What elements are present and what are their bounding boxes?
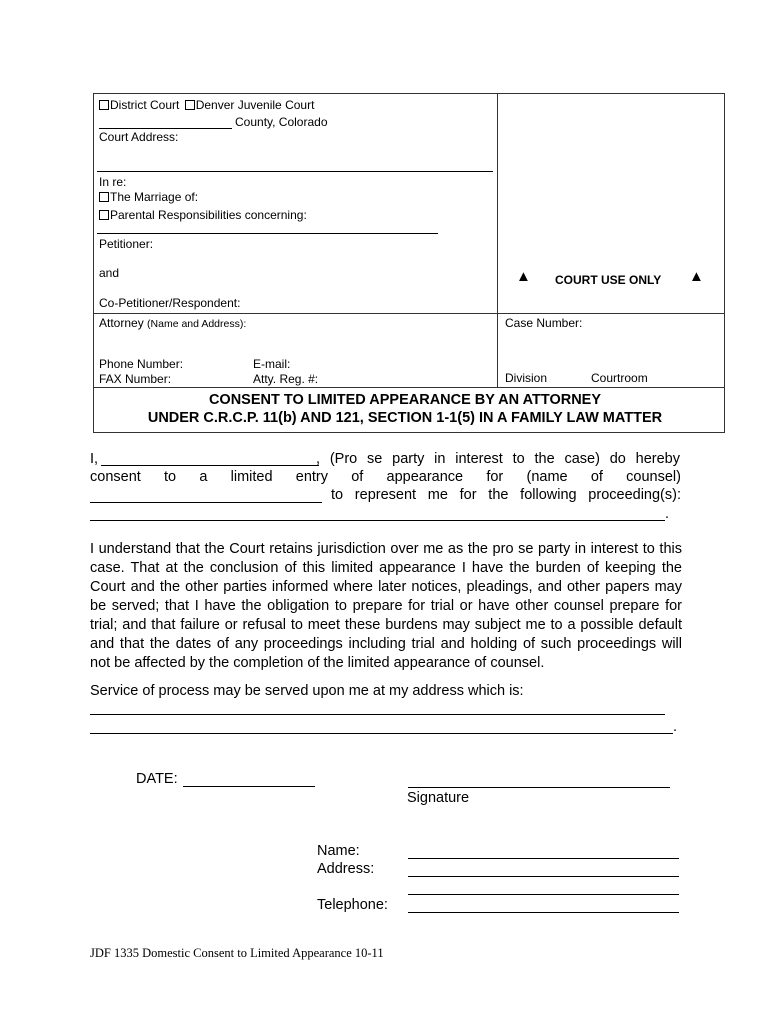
marriage-of-row [99,190,198,204]
county-line[interactable] [99,128,232,129]
address-sig-line-1[interactable] [408,876,679,877]
in-re-label: In re: [99,175,127,189]
address-label: Address: [317,861,375,877]
marriage-of-checkbox[interactable] [99,192,109,202]
phone-number-label: Phone Number: [99,357,184,371]
court-selection [99,98,314,112]
consent-word: (name [526,469,568,485]
consent-line [90,469,681,485]
pro-se-text: , (Pro se party in interest to the case) do hereby [316,451,680,467]
parties-line[interactable] [97,233,438,234]
attorney-row [99,316,246,330]
parental-responsibilities-label: Parental Responsibilities concerning: [110,208,307,222]
consent-word: limited [230,469,273,485]
denver-juvenile-court-checkbox[interactable] [185,100,195,110]
party-name-line[interactable] [101,465,319,466]
date-line[interactable] [183,786,315,787]
triangle-left-icon: ▲ [516,268,531,285]
address-sig-line-2[interactable] [408,894,679,895]
caption-divider-attorney [93,313,724,314]
consent-word: of [351,469,364,485]
service-text: Service of process may be served upon me at my address which is: [90,683,524,699]
name-line[interactable] [408,858,679,859]
counsel-name-line[interactable] [90,502,322,503]
email-label: E-mail: [253,357,291,371]
consent-word: a [199,469,208,485]
telephone-label: Telephone: [317,897,388,913]
paragraph-line: Court and the other parties informed where later notices, pleadings, and other papers may [90,579,682,595]
court-use-only-label: COURT USE ONLY [555,273,662,287]
fax-number-label: FAX Number: [99,372,172,386]
form-footer: JDF 1335 Domestic Consent to Limited Appearance 10-11 [90,946,384,960]
case-number-label: Case Number: [505,316,583,330]
telephone-line[interactable] [408,912,679,913]
parental-responsibilities-checkbox[interactable] [99,210,109,220]
county-label: County, Colorado [235,115,328,129]
caption-divider-title [93,387,724,388]
jurisdiction-paragraph [90,540,682,673]
paragraph-line: trial; and that failure or refusal to meet these burdens may subject me to a possible default [90,617,682,633]
signature-line[interactable] [408,787,670,788]
represent-text: to represent me for the following proceeding(s): [331,487,681,503]
paragraph-line: be served; that I have the obligation to prepare for trial or have other counsel prepare for [90,598,682,614]
address-line-1[interactable] [90,714,665,715]
paragraph-line: I understand that the Court retains jurisdiction over me as the pro se party in interest to this [90,541,682,557]
court-address-line[interactable] [97,171,493,172]
address-period: . [673,719,678,735]
form-title-line2: UNDER C.R.C.P. 11(b) AND 121, SECTION 1-1(5) IN A FAMILY LAW MATTER [147,410,663,426]
co-petitioner-label: Co-Petitioner/Respondent: [99,296,241,310]
marriage-of-label: The Marriage of: [110,190,199,204]
proceedings-period: . [665,506,670,522]
paragraph-line: case. That at the conclusion of this limited appearance I have the burden of keeping the [90,560,682,576]
proceedings-line[interactable] [90,520,665,521]
form-title-line1: CONSENT TO LIMITED APPEARANCE BY AN ATTORNEY [208,392,602,408]
consent-word: for [486,469,504,485]
consent-word: counsel) [626,469,681,485]
district-court-label: District Court [110,98,180,112]
court-address-label: Court Address: [99,130,179,144]
atty-reg-label: Atty. Reg. #: [253,372,319,386]
attorney-sublabel: (Name and Address): [147,318,247,330]
consent-word: of [590,469,603,485]
paragraph-line: not be affected by the completion of the limited appearance of counsel. [90,655,545,671]
consent-word: consent [90,469,141,485]
name-label: Name: [317,843,360,859]
courtroom-label: Courtroom [591,371,648,385]
division-label: Division [505,371,548,385]
triangle-right-icon: ▲ [689,268,704,285]
signature-label: Signature [407,790,470,806]
consent-word: to [164,469,177,485]
caption-divider-vertical [497,93,498,388]
paragraph-line: and that the dates of any proceedings including trial and holding of such proceedings will [90,636,682,652]
i-label: I, [90,451,99,467]
consent-word: entry [295,469,328,485]
district-court-checkbox[interactable] [99,100,109,110]
attorney-label: Attorney [99,316,144,330]
address-line-2[interactable] [90,733,673,734]
denver-juvenile-court-label: Denver Juvenile Court [195,98,315,112]
and-label: and [99,266,120,280]
consent-word: appearance [386,469,464,485]
petitioner-label: Petitioner: [99,237,154,251]
date-label: DATE: [136,771,178,787]
parental-responsibilities-row [99,208,307,222]
